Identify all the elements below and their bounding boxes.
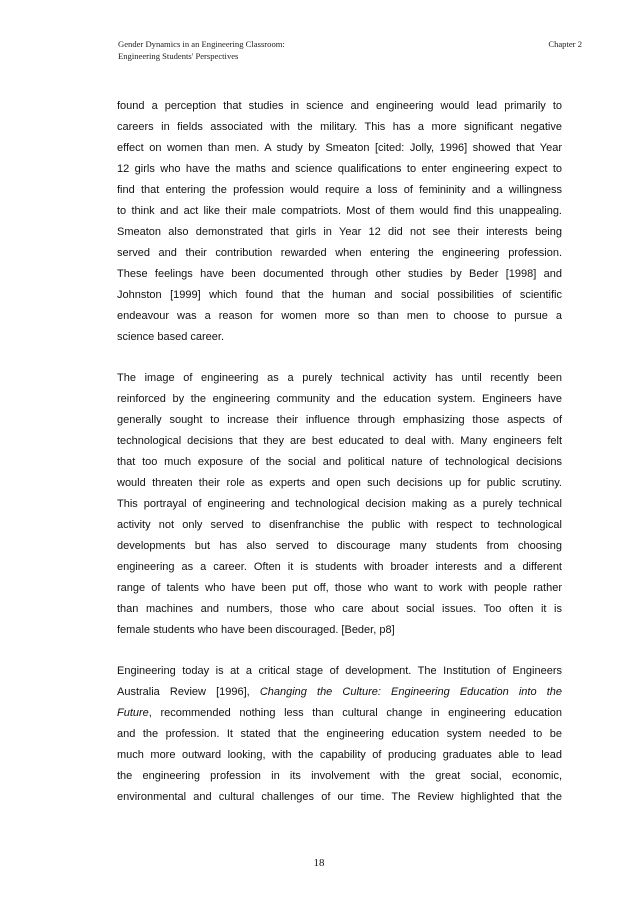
running-header-chapter: Chapter 2 xyxy=(548,39,582,49)
body-text xyxy=(117,96,562,828)
text-line: female students who have been discouraged. [Beder, p8] xyxy=(117,624,395,636)
text-line: 12 girls who have the maths and science qualifications to enter engineering expect to xyxy=(117,163,562,175)
page-number: 18 xyxy=(313,857,325,869)
text-line: These feelings have been documented through other studies by Beder [1998] and xyxy=(117,268,562,280)
text-line: endeavour was a reason for women more so than men to choose to pursue a xyxy=(117,310,562,322)
text-line: and the profession. It stated that the engineering education system needed to be xyxy=(117,728,562,740)
text-line: that too much exposure of the social and political nature of technological decisions xyxy=(117,456,562,468)
text-line: Smeaton also demonstrated that girls in Year 12 did not see their interests being xyxy=(117,226,562,238)
text-line: engineering as a career. Often it is students with broader interests and a different xyxy=(117,561,562,573)
text-line: would threaten their role as experts and open such decisions up for public scrutiny. xyxy=(117,477,562,489)
text-line: much more outward looking, with the capability of producing graduates able to lead xyxy=(117,749,562,761)
report-title-italic: Future xyxy=(117,707,149,719)
text-line: Engineering today is at a critical stage of development. The Institution of Engineers xyxy=(117,665,562,677)
text-line: Johnston [1999] which found that the human and social possibilities of scientific xyxy=(117,289,562,301)
text-line: served and their contribution rewarded when entering the engineering profession. xyxy=(117,247,562,259)
header-title-line-2: Engineering Students' Perspectives xyxy=(118,51,239,61)
header-title-line-1: Gender Dynamics in an Engineering Classroom: xyxy=(118,39,285,49)
report-title-italic: Changing the Culture: Engineering Education into the xyxy=(259,686,562,698)
paragraph-1 xyxy=(117,96,562,348)
text-line: This portrayal of engineering and technological decision making as a purely technical xyxy=(117,498,562,510)
text-line xyxy=(117,682,562,703)
text-line: careers in fields associated with the military. This has a more significant negative xyxy=(117,121,562,133)
text-line: found a perception that studies in science and engineering would lead primarily to xyxy=(117,100,562,112)
text-line xyxy=(117,703,562,724)
text-line: science based career. xyxy=(117,331,225,343)
text-line: reinforced by the engineering community and the education system. Engineers have xyxy=(117,393,562,405)
text-line: generally sought to increase their influence through emphasizing those aspects of xyxy=(117,414,562,426)
text-line: than machines and numbers, those who care about social issues. Too often it is xyxy=(117,603,562,615)
text-line: find that entering the profession would require a loss of femininity and a willingness xyxy=(117,184,562,196)
text-line: technological decisions that they are best educated to deal with. Many engineers felt xyxy=(117,435,562,447)
text-line: range of talents who have been put off, those who want to work with people rather xyxy=(117,582,562,594)
text-line: The image of engineering as a purely technical activity has until recently been xyxy=(117,372,562,384)
running-header-title xyxy=(118,38,418,62)
text-run: Australia Review [1996], xyxy=(117,686,260,698)
paragraph-2 xyxy=(117,368,562,641)
text-line: to think and act like their male compatriots. Most of them would find this unappealing. xyxy=(117,205,562,217)
text-line: the engineering profession in its involvement with the great social, economic, xyxy=(117,770,562,782)
text-line: developments but has also served to discourage many students from choosing xyxy=(117,540,562,552)
text-line: environmental and cultural challenges of our time. The Review highlighted that the xyxy=(117,791,562,803)
text-run: , recommended nothing less than cultural change in engineering education xyxy=(148,707,562,719)
text-line: activity not only served to disenfranchise the public with respect to technological xyxy=(117,519,562,531)
paragraph-3 xyxy=(117,661,562,808)
text-line: effect on women than men. A study by Smeaton [cited: Jolly, 1996] showed that Year xyxy=(117,142,562,154)
